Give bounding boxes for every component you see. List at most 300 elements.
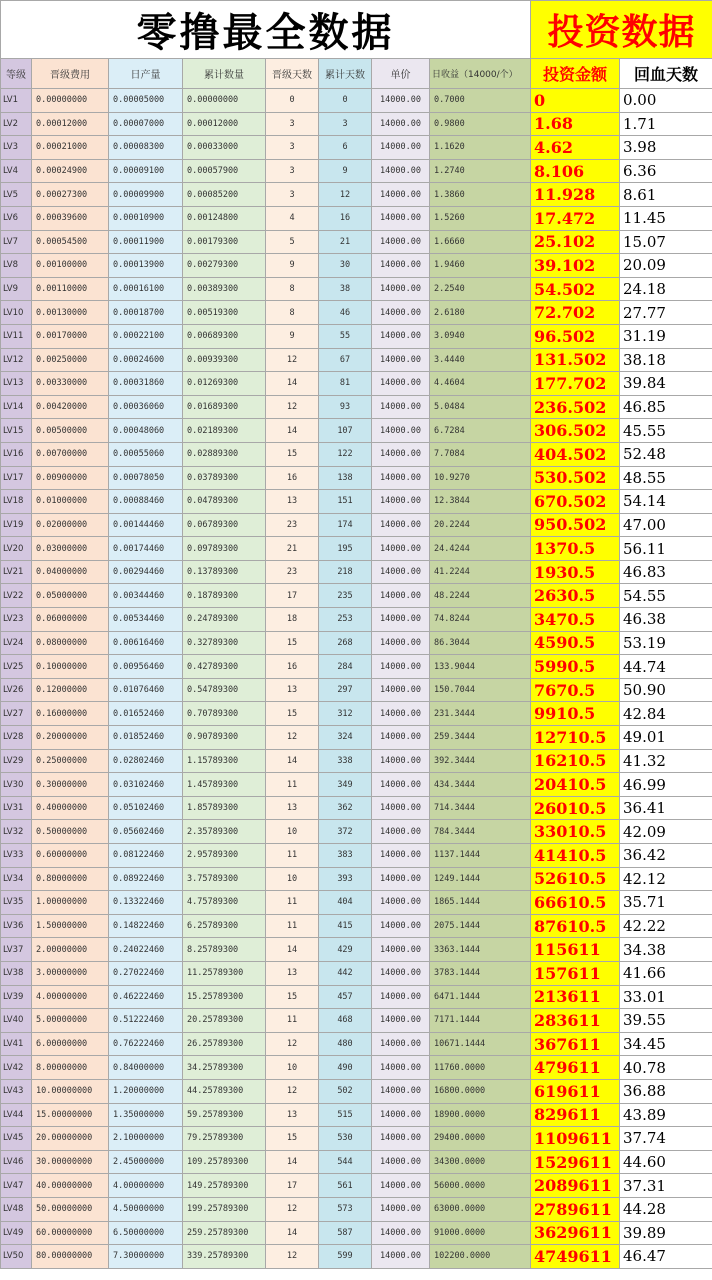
cell-daily-output: 0.00055060 [109, 442, 183, 466]
cell-cumulative-days: 9 [319, 159, 372, 183]
cell-unit-price: 14000.00 [372, 136, 430, 160]
cell-level: LV14 [1, 395, 32, 419]
cell-investment: 283611 [531, 1009, 620, 1033]
cell-upgrade-days: 15 [266, 985, 319, 1009]
cell-level: LV46 [1, 1150, 32, 1174]
cell-investment: 26010.5 [531, 796, 620, 820]
cell-payback-days: 42.84 [620, 702, 712, 726]
cell-payback-days: 41.66 [620, 961, 712, 985]
cell-upgrade-cost: 0.00027300 [32, 183, 109, 207]
table-row [1, 891, 712, 915]
table-row [1, 112, 712, 136]
cell-unit-price: 14000.00 [372, 348, 430, 372]
cell-investment: 3629611 [531, 1221, 620, 1245]
cell-cumulative-amount: 34.25789300 [183, 1056, 266, 1080]
table-row [1, 419, 712, 443]
cell-cumulative-amount: 0.09789300 [183, 537, 266, 561]
header-payback-days: 回血天数 [620, 59, 712, 89]
cell-unit-price: 14000.00 [372, 490, 430, 514]
cell-unit-price: 14000.00 [372, 1079, 430, 1103]
cell-upgrade-cost: 50.00000000 [32, 1197, 109, 1221]
cell-daily-income: 3783.1444 [430, 961, 531, 985]
cell-cumulative-amount: 0.00057900 [183, 159, 266, 183]
cell-daily-income: 259.3444 [430, 726, 531, 750]
cell-upgrade-cost: 0.40000000 [32, 796, 109, 820]
cell-daily-income: 48.2244 [430, 584, 531, 608]
cell-cumulative-days: 393 [319, 867, 372, 891]
cell-payback-days: 47.00 [620, 513, 712, 537]
cell-upgrade-days: 12 [266, 726, 319, 750]
cell-payback-days: 39.55 [620, 1009, 712, 1033]
cell-daily-income: 150.7044 [430, 678, 531, 702]
cell-daily-output: 0.05102460 [109, 796, 183, 820]
cell-upgrade-cost: 0.00021000 [32, 136, 109, 160]
cell-cumulative-days: 480 [319, 1032, 372, 1056]
cell-payback-days: 24.18 [620, 277, 712, 301]
cell-daily-output: 0.00174460 [109, 537, 183, 561]
cell-daily-income: 1.6660 [430, 230, 531, 254]
cell-investment: 4749611 [531, 1245, 620, 1269]
cell-unit-price: 14000.00 [372, 513, 430, 537]
table-row [1, 560, 712, 584]
cell-payback-days: 15.07 [620, 230, 712, 254]
cell-daily-output: 0.01076460 [109, 678, 183, 702]
table-row [1, 277, 712, 301]
cell-upgrade-days: 12 [266, 1245, 319, 1269]
cell-cumulative-amount: 109.25789300 [183, 1150, 266, 1174]
cell-payback-days: 11.45 [620, 206, 712, 230]
cell-upgrade-cost: 0.01000000 [32, 490, 109, 514]
cell-cumulative-amount: 0.00689300 [183, 324, 266, 348]
cell-cumulative-days: 468 [319, 1009, 372, 1033]
cell-daily-income: 1249.1444 [430, 867, 531, 891]
cell-cumulative-days: 587 [319, 1221, 372, 1245]
cell-daily-output: 1.35000000 [109, 1103, 183, 1127]
cell-daily-output: 4.00000000 [109, 1174, 183, 1198]
cell-investment: 17.472 [531, 206, 620, 230]
cell-payback-days: 39.84 [620, 372, 712, 396]
cell-level: LV12 [1, 348, 32, 372]
cell-upgrade-cost: 0.00130000 [32, 301, 109, 325]
table-row [1, 1079, 712, 1103]
cell-daily-output: 0.08122460 [109, 844, 183, 868]
cell-level: LV45 [1, 1127, 32, 1151]
table-row [1, 584, 712, 608]
cell-payback-days: 42.09 [620, 820, 712, 844]
cell-cumulative-amount: 259.25789300 [183, 1221, 266, 1245]
cell-daily-income: 5.0484 [430, 395, 531, 419]
table-row [1, 1009, 712, 1033]
cell-unit-price: 14000.00 [372, 891, 430, 915]
cell-upgrade-cost: 0.60000000 [32, 844, 109, 868]
cell-daily-output: 0.01852460 [109, 726, 183, 750]
cell-cumulative-days: 195 [319, 537, 372, 561]
cell-upgrade-days: 12 [266, 1079, 319, 1103]
cell-unit-price: 14000.00 [372, 584, 430, 608]
cell-upgrade-days: 3 [266, 112, 319, 136]
cell-daily-income: 1.5260 [430, 206, 531, 230]
cell-daily-output: 0.84000000 [109, 1056, 183, 1080]
table-row [1, 655, 712, 679]
table-row [1, 1197, 712, 1221]
cell-upgrade-cost: 0.50000000 [32, 820, 109, 844]
cell-level: LV43 [1, 1079, 32, 1103]
cell-daily-income: 11760.0000 [430, 1056, 531, 1080]
cell-upgrade-days: 11 [266, 773, 319, 797]
table-row [1, 631, 712, 655]
cell-daily-output: 0.00024600 [109, 348, 183, 372]
cell-daily-income: 6471.1444 [430, 985, 531, 1009]
cell-payback-days: 6.36 [620, 159, 712, 183]
cell-level: LV44 [1, 1103, 32, 1127]
cell-cumulative-amount: 0.06789300 [183, 513, 266, 537]
cell-daily-output: 0.08922460 [109, 867, 183, 891]
cell-cumulative-days: 284 [319, 655, 372, 679]
cell-upgrade-cost: 0.03000000 [32, 537, 109, 561]
table-row [1, 1056, 712, 1080]
cell-daily-output: 1.20000000 [109, 1079, 183, 1103]
table-row [1, 702, 712, 726]
cell-daily-income: 3.0940 [430, 324, 531, 348]
cell-level: LV22 [1, 584, 32, 608]
cell-level: LV20 [1, 537, 32, 561]
cell-investment: 3470.5 [531, 608, 620, 632]
cell-unit-price: 14000.00 [372, 254, 430, 278]
cell-unit-price: 14000.00 [372, 1056, 430, 1080]
cell-level: LV9 [1, 277, 32, 301]
cell-level: LV39 [1, 985, 32, 1009]
cell-upgrade-cost: 0.00012000 [32, 112, 109, 136]
cell-level: LV36 [1, 914, 32, 938]
cell-unit-price: 14000.00 [372, 112, 430, 136]
cell-cumulative-amount: 149.25789300 [183, 1174, 266, 1198]
cell-cumulative-amount: 0.00279300 [183, 254, 266, 278]
cell-upgrade-days: 11 [266, 1009, 319, 1033]
table-row [1, 726, 712, 750]
cell-upgrade-cost: 8.00000000 [32, 1056, 109, 1080]
cell-cumulative-days: 235 [319, 584, 372, 608]
cell-daily-output: 0.00036060 [109, 395, 183, 419]
cell-cumulative-amount: 2.95789300 [183, 844, 266, 868]
cell-upgrade-cost: 1.50000000 [32, 914, 109, 938]
cell-daily-income: 1.3860 [430, 183, 531, 207]
cell-level: LV31 [1, 796, 32, 820]
cell-payback-days: 50.90 [620, 678, 712, 702]
cell-payback-days: 48.55 [620, 466, 712, 490]
table-row [1, 985, 712, 1009]
cell-cumulative-days: 253 [319, 608, 372, 632]
cell-cumulative-days: 502 [319, 1079, 372, 1103]
cell-level: LV33 [1, 844, 32, 868]
cell-payback-days: 37.74 [620, 1127, 712, 1151]
cell-cumulative-amount: 0.03789300 [183, 466, 266, 490]
cell-cumulative-amount: 0.54789300 [183, 678, 266, 702]
cell-investment: 39.102 [531, 254, 620, 278]
cell-upgrade-days: 16 [266, 655, 319, 679]
cell-upgrade-cost: 0.04000000 [32, 560, 109, 584]
cell-unit-price: 14000.00 [372, 395, 430, 419]
cell-daily-income: 18900.0000 [430, 1103, 531, 1127]
cell-cumulative-days: 38 [319, 277, 372, 301]
cell-payback-days: 53.19 [620, 631, 712, 655]
cell-upgrade-days: 9 [266, 254, 319, 278]
cell-daily-output: 0.00007000 [109, 112, 183, 136]
cell-daily-output: 0.00616460 [109, 631, 183, 655]
table-row [1, 324, 712, 348]
cell-upgrade-days: 11 [266, 844, 319, 868]
table-row [1, 254, 712, 278]
cell-daily-income: 7171.1444 [430, 1009, 531, 1033]
cell-upgrade-days: 17 [266, 584, 319, 608]
cell-cumulative-amount: 0.00012000 [183, 112, 266, 136]
cell-cumulative-amount: 26.25789300 [183, 1032, 266, 1056]
cell-daily-output: 6.50000000 [109, 1221, 183, 1245]
cell-daily-output: 0.00016100 [109, 277, 183, 301]
cell-cumulative-days: 151 [319, 490, 372, 514]
cell-payback-days: 35.71 [620, 891, 712, 915]
cell-cumulative-days: 16 [319, 206, 372, 230]
cell-investment: 5990.5 [531, 655, 620, 679]
cell-investment: 54.502 [531, 277, 620, 301]
cell-upgrade-days: 12 [266, 1032, 319, 1056]
cell-level: LV37 [1, 938, 32, 962]
cell-daily-output: 0.14822460 [109, 914, 183, 938]
cell-payback-days: 39.89 [620, 1221, 712, 1245]
cell-unit-price: 14000.00 [372, 985, 430, 1009]
cell-payback-days: 46.85 [620, 395, 712, 419]
cell-upgrade-days: 21 [266, 537, 319, 561]
cell-daily-output: 0.00010900 [109, 206, 183, 230]
cell-upgrade-days: 14 [266, 372, 319, 396]
cell-payback-days: 31.19 [620, 324, 712, 348]
cell-payback-days: 36.88 [620, 1079, 712, 1103]
table-row [1, 867, 712, 891]
cell-cumulative-amount: 2.35789300 [183, 820, 266, 844]
cell-unit-price: 14000.00 [372, 749, 430, 773]
cell-unit-price: 14000.00 [372, 631, 430, 655]
header-row [1, 59, 712, 89]
table-row [1, 230, 712, 254]
cell-daily-income: 29400.0000 [430, 1127, 531, 1151]
cell-cumulative-days: 21 [319, 230, 372, 254]
cell-unit-price: 14000.00 [372, 844, 430, 868]
cell-unit-price: 14000.00 [372, 1245, 430, 1269]
table-row [1, 1150, 712, 1174]
cell-cumulative-days: 174 [319, 513, 372, 537]
cell-unit-price: 14000.00 [372, 961, 430, 985]
title-row [1, 1, 712, 59]
cell-upgrade-cost: 2.00000000 [32, 938, 109, 962]
table-row [1, 961, 712, 985]
cell-cumulative-days: 122 [319, 442, 372, 466]
cell-cumulative-amount: 8.25789300 [183, 938, 266, 962]
cell-upgrade-cost: 0.00500000 [32, 419, 109, 443]
cell-payback-days: 36.41 [620, 796, 712, 820]
table-row [1, 1174, 712, 1198]
cell-upgrade-cost: 0.00420000 [32, 395, 109, 419]
cell-upgrade-days: 12 [266, 395, 319, 419]
cell-upgrade-cost: 0.00024900 [32, 159, 109, 183]
cell-cumulative-days: 429 [319, 938, 372, 962]
cell-upgrade-cost: 0.00900000 [32, 466, 109, 490]
cell-daily-output: 0.51222460 [109, 1009, 183, 1033]
cell-level: LV30 [1, 773, 32, 797]
cell-investment: 670.502 [531, 490, 620, 514]
cell-unit-price: 14000.00 [372, 1103, 430, 1127]
cell-daily-income: 24.4244 [430, 537, 531, 561]
cell-upgrade-days: 4 [266, 206, 319, 230]
cell-upgrade-days: 10 [266, 1056, 319, 1080]
cell-upgrade-cost: 0.08000000 [32, 631, 109, 655]
cell-unit-price: 14000.00 [372, 159, 430, 183]
cell-upgrade-days: 13 [266, 490, 319, 514]
cell-upgrade-days: 23 [266, 513, 319, 537]
cell-cumulative-days: 297 [319, 678, 372, 702]
cell-daily-income: 1.1620 [430, 136, 531, 160]
cell-cumulative-amount: 0.00519300 [183, 301, 266, 325]
cell-level: LV50 [1, 1245, 32, 1269]
cell-investment: 96.502 [531, 324, 620, 348]
cell-cumulative-days: 107 [319, 419, 372, 443]
cell-cumulative-amount: 15.25789300 [183, 985, 266, 1009]
cell-upgrade-cost: 0.25000000 [32, 749, 109, 773]
table-row [1, 1032, 712, 1056]
cell-level: LV27 [1, 702, 32, 726]
cell-cumulative-days: 362 [319, 796, 372, 820]
cell-unit-price: 14000.00 [372, 301, 430, 325]
cell-daily-output: 0.00009900 [109, 183, 183, 207]
cell-investment: 177.702 [531, 372, 620, 396]
header-upgrade-cost: 晋级费用 [32, 59, 109, 89]
cell-upgrade-days: 13 [266, 961, 319, 985]
cell-daily-income: 34300.0000 [430, 1150, 531, 1174]
cell-upgrade-cost: 0.00330000 [32, 372, 109, 396]
cell-upgrade-days: 18 [266, 608, 319, 632]
cell-upgrade-days: 3 [266, 183, 319, 207]
cell-upgrade-days: 15 [266, 631, 319, 655]
cell-upgrade-days: 14 [266, 938, 319, 962]
cell-daily-output: 0.03102460 [109, 773, 183, 797]
cell-daily-income: 41.2244 [430, 560, 531, 584]
cell-level: LV17 [1, 466, 32, 490]
cell-payback-days: 36.42 [620, 844, 712, 868]
cell-cumulative-amount: 4.75789300 [183, 891, 266, 915]
cell-unit-price: 14000.00 [372, 89, 430, 113]
cell-level: LV6 [1, 206, 32, 230]
table-row [1, 136, 712, 160]
cell-daily-output: 0.00005000 [109, 89, 183, 113]
cell-upgrade-days: 15 [266, 1127, 319, 1151]
cell-cumulative-days: 372 [319, 820, 372, 844]
cell-investment: 52610.5 [531, 867, 620, 891]
cell-payback-days: 54.55 [620, 584, 712, 608]
cell-payback-days: 34.45 [620, 1032, 712, 1056]
cell-payback-days: 34.38 [620, 938, 712, 962]
table-row [1, 442, 712, 466]
cell-daily-income: 1.2740 [430, 159, 531, 183]
cell-unit-price: 14000.00 [372, 537, 430, 561]
cell-unit-price: 14000.00 [372, 1221, 430, 1245]
cell-cumulative-days: 46 [319, 301, 372, 325]
cell-upgrade-cost: 0.20000000 [32, 726, 109, 750]
cell-investment: 41410.5 [531, 844, 620, 868]
cell-level: LV29 [1, 749, 32, 773]
cell-daily-income: 4.4604 [430, 372, 531, 396]
cell-payback-days: 1.71 [620, 112, 712, 136]
cell-daily-income: 91000.0000 [430, 1221, 531, 1245]
table-row [1, 301, 712, 325]
cell-cumulative-amount: 0.04789300 [183, 490, 266, 514]
cell-level: LV3 [1, 136, 32, 160]
cell-investment: 131.502 [531, 348, 620, 372]
cell-investment: 619611 [531, 1079, 620, 1103]
cell-daily-income: 0.7000 [430, 89, 531, 113]
cell-daily-output: 0.76222460 [109, 1032, 183, 1056]
cell-unit-price: 14000.00 [372, 206, 430, 230]
cell-upgrade-days: 5 [266, 230, 319, 254]
cell-daily-output: 0.02802460 [109, 749, 183, 773]
cell-unit-price: 14000.00 [372, 1174, 430, 1198]
cell-daily-output: 0.00088460 [109, 490, 183, 514]
cell-upgrade-days: 13 [266, 796, 319, 820]
cell-upgrade-days: 15 [266, 702, 319, 726]
cell-investment: 4590.5 [531, 631, 620, 655]
cell-payback-days: 44.74 [620, 655, 712, 679]
cell-cumulative-days: 6 [319, 136, 372, 160]
cell-investment: 20410.5 [531, 773, 620, 797]
header-daily-income: 日收益（14000/个） [430, 59, 531, 89]
cell-cumulative-days: 561 [319, 1174, 372, 1198]
cell-level: LV19 [1, 513, 32, 537]
cell-unit-price: 14000.00 [372, 914, 430, 938]
cell-investment: 236.502 [531, 395, 620, 419]
cell-level: LV8 [1, 254, 32, 278]
cell-investment: 4.62 [531, 136, 620, 160]
cell-level: LV4 [1, 159, 32, 183]
cell-upgrade-cost: 0.02000000 [32, 513, 109, 537]
table-row [1, 89, 712, 113]
cell-upgrade-cost: 0.00170000 [32, 324, 109, 348]
cell-upgrade-days: 14 [266, 1150, 319, 1174]
cell-cumulative-amount: 0.00085200 [183, 183, 266, 207]
cell-upgrade-cost: 0.00700000 [32, 442, 109, 466]
cell-daily-income: 434.3444 [430, 773, 531, 797]
cell-daily-output: 0.00956460 [109, 655, 183, 679]
cell-payback-days: 3.98 [620, 136, 712, 160]
table-row [1, 537, 712, 561]
table-row [1, 395, 712, 419]
cell-upgrade-days: 14 [266, 749, 319, 773]
cell-upgrade-days: 14 [266, 1221, 319, 1245]
cell-daily-output: 0.00031860 [109, 372, 183, 396]
cell-unit-price: 14000.00 [372, 560, 430, 584]
cell-upgrade-cost: 30.00000000 [32, 1150, 109, 1174]
cell-investment: 72.702 [531, 301, 620, 325]
cell-cumulative-days: 3 [319, 112, 372, 136]
cell-payback-days: 20.09 [620, 254, 712, 278]
cell-daily-output: 0.24022460 [109, 938, 183, 962]
cell-cumulative-amount: 0.00000000 [183, 89, 266, 113]
table-row [1, 1245, 712, 1269]
cell-daily-income: 10.9270 [430, 466, 531, 490]
cell-upgrade-days: 8 [266, 277, 319, 301]
cell-daily-income: 3.4440 [430, 348, 531, 372]
cell-investment: 2089611 [531, 1174, 620, 1198]
cell-investment: 367611 [531, 1032, 620, 1056]
cell-cumulative-days: 93 [319, 395, 372, 419]
cell-investment: 9910.5 [531, 702, 620, 726]
cell-upgrade-cost: 60.00000000 [32, 1221, 109, 1245]
